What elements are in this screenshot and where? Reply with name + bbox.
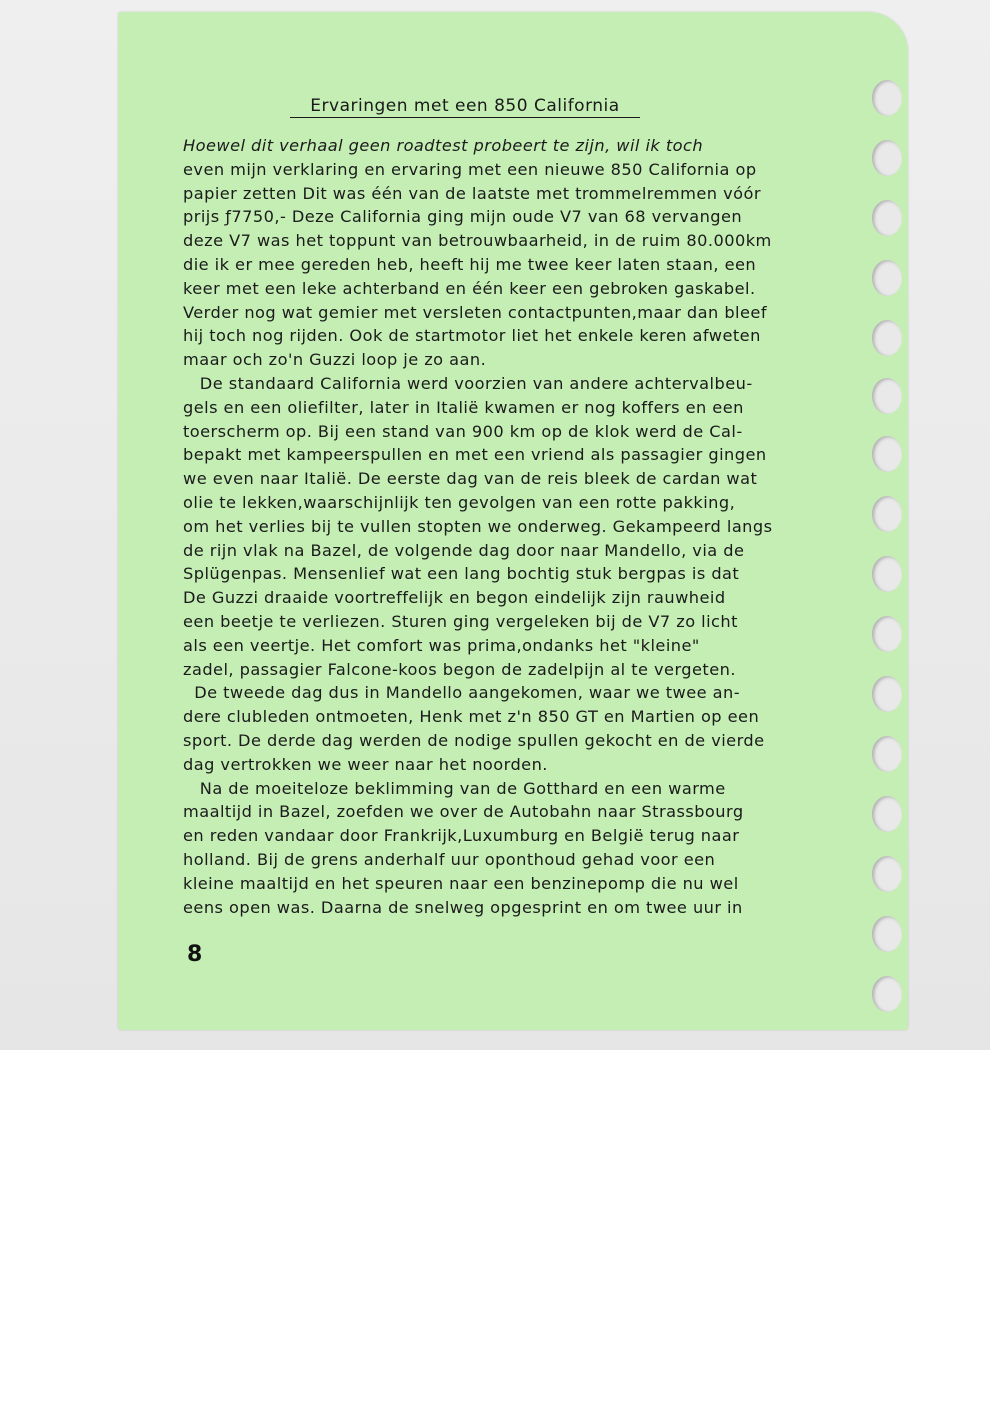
text-line: die ik er mee gereden heb, heeft hij me twee keer laten staan, een [183, 254, 757, 274]
text-line: holland. Bij de grens anderhalf uur oponthoud gehad voor een [183, 849, 716, 869]
binder-hole [872, 676, 902, 712]
text-line: maaltijd in Bazel, zoefden we over de Autobahn naar Strassbourg [183, 802, 744, 822]
text-line: maar och zo'n Guzzi loop je zo aan. [183, 350, 487, 370]
text-line: Verder nog wat gemier met versleten contactpunten,maar dan bleef [183, 302, 767, 322]
text-line: Hoewel dit verhaal geen roadtest probeert te zijn, wil ik toch [183, 136, 704, 155]
binder-hole [872, 200, 902, 236]
text-line: kleine maaltijd en het speuren naar een benzinepomp die nu wel [183, 873, 739, 893]
text-line: hij toch nog rijden. Ook de startmotor liet het enkele keren afweten [183, 326, 761, 346]
text-line: De standaard California werd voorzien van andere achtervalbeu- [183, 373, 753, 393]
binder-hole [872, 976, 902, 1012]
text-line: om het verlies bij te vullen stopten we onderweg. Gekampeerd langs [183, 516, 773, 536]
article-title: Ervaringen met een 850 California [290, 96, 640, 118]
text-line: De tweede dag dus in Mandello aangekomen, waar we twee an- [183, 683, 741, 703]
text-line: sport. De derde dag werden de nodige spullen gekocht en de vierde [183, 730, 765, 750]
text-line: zadel, passagier Falcone-koos begon de zadelpijn al te vergeten. [183, 659, 736, 679]
text-line: als een veertje. Het comfort was prima,ondanks het "kleine" [183, 635, 700, 655]
binder-hole [872, 436, 902, 472]
binder-holes [868, 40, 908, 1020]
text-line: dag vertrokken we weer naar het noorden. [183, 754, 548, 774]
text-line: De Guzzi draaide voortreffelijk en begon eindelijk zijn rauwheid [183, 588, 726, 608]
text-line: een beetje te verliezen. Sturen ging vergeleken bij de V7 zo licht [183, 611, 738, 631]
text-line: prijs ƒ7750,- Deze California ging mijn oude V7 van 68 vervangen [183, 207, 743, 227]
binder-hole [872, 496, 902, 532]
text-line: en reden vandaar door Frankrijk,Luxumburg en België terug naar [183, 826, 740, 846]
article-body [183, 134, 848, 919]
binder-hole [872, 856, 902, 892]
binder-hole [872, 916, 902, 952]
binder-hole [872, 260, 902, 296]
binder-hole [872, 616, 902, 652]
binder-hole [872, 378, 902, 414]
text-line: dere clubleden ontmoeten, Henk met z'n 850 GT en Martien op een [183, 707, 760, 727]
text-line: even mijn verklaring en ervaring met een nieuwe 850 California op [183, 159, 757, 179]
binder-hole [872, 140, 902, 176]
binder-hole [872, 736, 902, 772]
page-number: 8 [187, 942, 203, 967]
text-line: toerscherm op. Bij een stand van 900 km op de klok werd de Cal- [183, 421, 743, 441]
text-line: Splügenpas. Mensenlief wat een lang bochtig stuk bergpas is dat [183, 564, 740, 584]
binder-hole [872, 556, 902, 592]
text-line: keer met een leke achterband en één keer een gebroken gaskabel. [183, 278, 756, 298]
text-line: we even naar Italië. De eerste dag van de reis bleek de cardan wat [183, 469, 758, 489]
text-line: Na de moeiteloze beklimming van de Gotthard en een warme [183, 778, 726, 798]
binder-hole [872, 320, 902, 356]
binder-hole [872, 796, 902, 832]
text-line: deze V7 was het toppunt van betrouwbaarheid, in de ruim 80.000km [183, 231, 772, 251]
binder-hole [872, 80, 902, 116]
text-line: olie te lekken,waarschijnlijk ten gevolgen van een rotte pakking, [183, 492, 736, 512]
text-line: gels en een oliefilter, later in Italië kwamen er nog koffers en een [183, 397, 744, 417]
text-line: papier zetten Dit was één van de laatste met trommelremmen vóór [183, 183, 761, 203]
text-line: de rijn vlak na Bazel, de volgende dag door naar Mandello, via de [183, 540, 745, 560]
text-line: eens open was. Daarna de snelweg opgesprint en om twee uur in [183, 897, 743, 917]
text-line: bepakt met kampeerspullen en met een vriend als passagier gingen [183, 445, 767, 465]
